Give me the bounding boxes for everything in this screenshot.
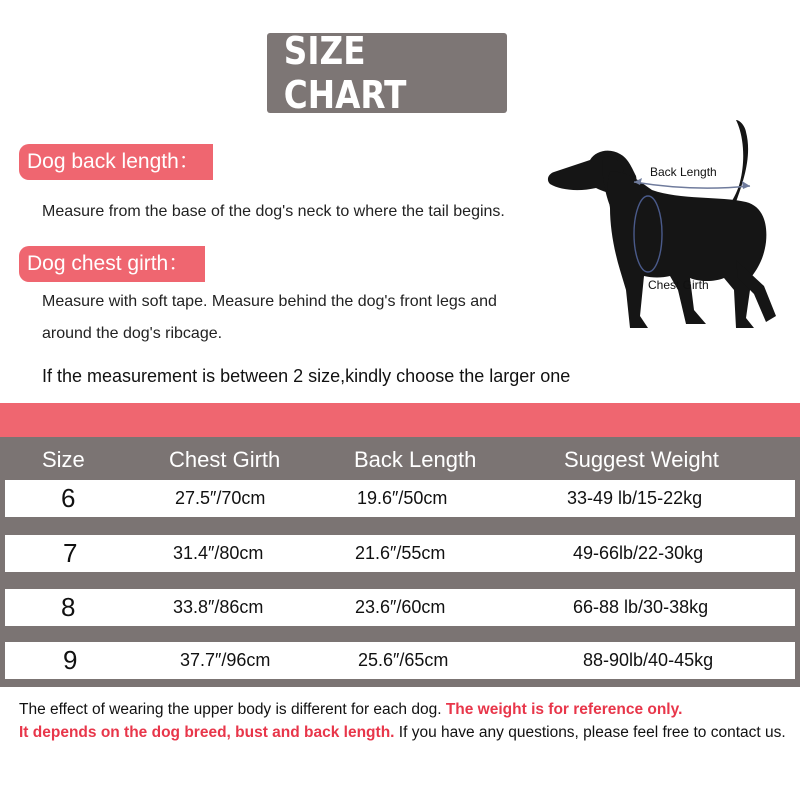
chest-girth-diagram-label: Chest Girth — [648, 278, 709, 292]
size-table-header — [0, 437, 800, 479]
chest-cell: 31.4″/80cm — [173, 543, 264, 563]
table-row — [5, 535, 795, 572]
back-length-arrow — [634, 178, 750, 189]
footer-note-line1 — [19, 701, 682, 719]
size-cell: 8 — [61, 592, 76, 622]
table-row — [5, 642, 795, 679]
weight-cell: 33-49 lb/15-22kg — [567, 488, 703, 508]
chest-girth-heading: Dog chest girth： — [19, 246, 205, 282]
size-cell: 7 — [63, 538, 78, 568]
back-cell: 21.6″/55cm — [355, 543, 446, 563]
chest-cell: 37.7″/96cm — [180, 650, 271, 670]
table-row — [5, 589, 795, 626]
header-back-length: Back Length — [354, 447, 477, 472]
weight-cell: 49-66lb/22-30kg — [573, 543, 704, 563]
footer-line1-text: The effect of wearing the upper body is different for each dog. — [19, 701, 446, 718]
footer-note-line2 — [19, 724, 786, 742]
footer-line1-highlight: The weight is for reference only. — [445, 701, 683, 718]
chest-cell: 27.5″/70cm — [175, 488, 266, 508]
size-note: If the measurement is between 2 size,kindly choose the larger one — [42, 366, 571, 386]
accent-band — [0, 403, 800, 437]
footer-line2-text: If you have any questions, please feel free to contact us. — [394, 724, 786, 741]
header-size: Size — [42, 447, 85, 472]
title-banner — [267, 29, 507, 117]
table-row — [5, 480, 795, 517]
chest-girth-description-line2: around the dog's ribcage. — [42, 325, 223, 342]
back-cell: 19.6″/50cm — [357, 488, 448, 508]
weight-cell: 88-90lb/40-45kg — [583, 650, 714, 670]
back-cell: 25.6″/65cm — [358, 650, 449, 670]
size-cell: 6 — [61, 483, 76, 513]
chest-girth-description-line1: Measure with soft tape. Measure behind the dog's front legs and — [42, 293, 497, 310]
footer-line2-highlight: It depends on the dog breed, bust and back length. — [19, 724, 395, 741]
header-chest-girth: Chest Girth — [169, 447, 281, 472]
back-length-diagram-label: Back Length — [650, 165, 717, 179]
back-length-description: Measure from the base of the dog's neck to where the tail begins. — [42, 203, 505, 220]
header-suggest-weight: Suggest Weight — [564, 447, 719, 472]
back-cell: 23.6″/60cm — [355, 597, 446, 617]
weight-cell: 66-88 lb/30-38kg — [573, 597, 709, 617]
dog-measurement-diagram — [540, 110, 800, 350]
page-title: SIZE CHART — [283, 29, 407, 117]
chest-cell: 33.8″/86cm — [173, 597, 264, 617]
back-length-heading: Dog back length： — [19, 144, 213, 180]
size-cell: 9 — [63, 645, 78, 675]
